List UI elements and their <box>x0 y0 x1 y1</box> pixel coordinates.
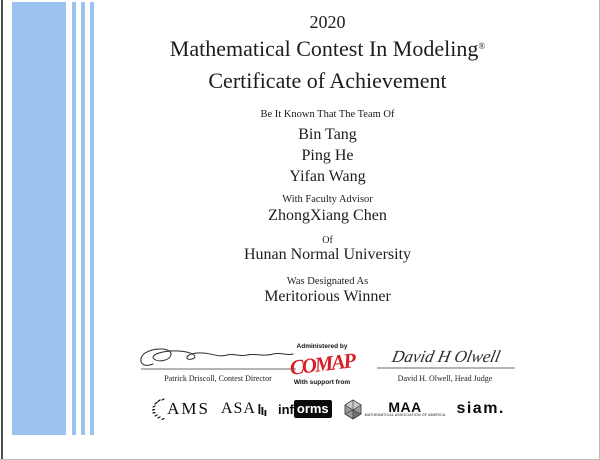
maa-label: MAA <box>388 399 422 416</box>
ams-logo <box>150 398 210 420</box>
asa-label: ASA <box>220 400 256 417</box>
institution-name: Hunan Normal University <box>243 246 412 263</box>
head-judge-label: David H. Olwell, Head Judge <box>397 374 493 383</box>
siam-label: siam. <box>456 400 505 417</box>
administration-block <box>272 343 372 387</box>
page-left-edge <box>1 0 3 460</box>
maa-caption: MATHEMATICAL ASSOCIATION OF AMERICA <box>364 413 446 418</box>
stripe-wide <box>12 2 66 435</box>
certificate-subtitle: Certificate of Achievement <box>208 68 447 93</box>
contest-year: 2020 <box>309 12 346 32</box>
advisor-intro-label: With Faculty Advisor <box>282 194 373 205</box>
administered-by-label: Administered by <box>296 343 348 350</box>
team-member-name: Ping He <box>301 147 354 164</box>
support-label: With support from <box>293 378 351 386</box>
of-label: Of <box>322 235 333 246</box>
maa-text-column <box>365 400 446 418</box>
team-intro-label: Be It Known That The Team Of <box>260 109 395 120</box>
asa-bars-icon <box>258 402 267 416</box>
maa-polyhedron-icon <box>343 399 363 420</box>
informs-suffix-box: orms <box>294 400 332 418</box>
team-member-name: Bin Tang <box>298 126 357 143</box>
contest-title <box>75 36 580 61</box>
asa-logo <box>221 400 267 418</box>
designation-title: Meritorious Winner <box>264 288 391 305</box>
head-judge-signature-block <box>365 342 525 384</box>
team-member-name: Yifan Wang <box>289 168 366 185</box>
informs-prefix: inf <box>277 401 294 417</box>
informs-logo <box>278 400 332 418</box>
contest-title-text: Mathematical Contest In Modeling <box>169 36 479 61</box>
advisor-name: ZhongXiang Chen <box>268 207 387 224</box>
registered-trademark: ® <box>478 41 486 51</box>
ams-label: AMS <box>167 399 210 418</box>
maa-logo <box>343 399 446 420</box>
siam-logo <box>456 400 504 418</box>
comap-logo: COMAP <box>288 347 356 380</box>
david-olwell-signature-text: David H Olwell <box>390 347 502 366</box>
certificate-body <box>75 0 580 340</box>
contest-director-label: Patrick Driscoll, Contest Director <box>164 374 272 383</box>
david-olwell-signature <box>365 342 525 374</box>
sponsor-logos-row <box>75 394 580 424</box>
ams-arc-icon <box>150 398 165 420</box>
designation-intro-label: Was Designated As <box>286 276 369 287</box>
